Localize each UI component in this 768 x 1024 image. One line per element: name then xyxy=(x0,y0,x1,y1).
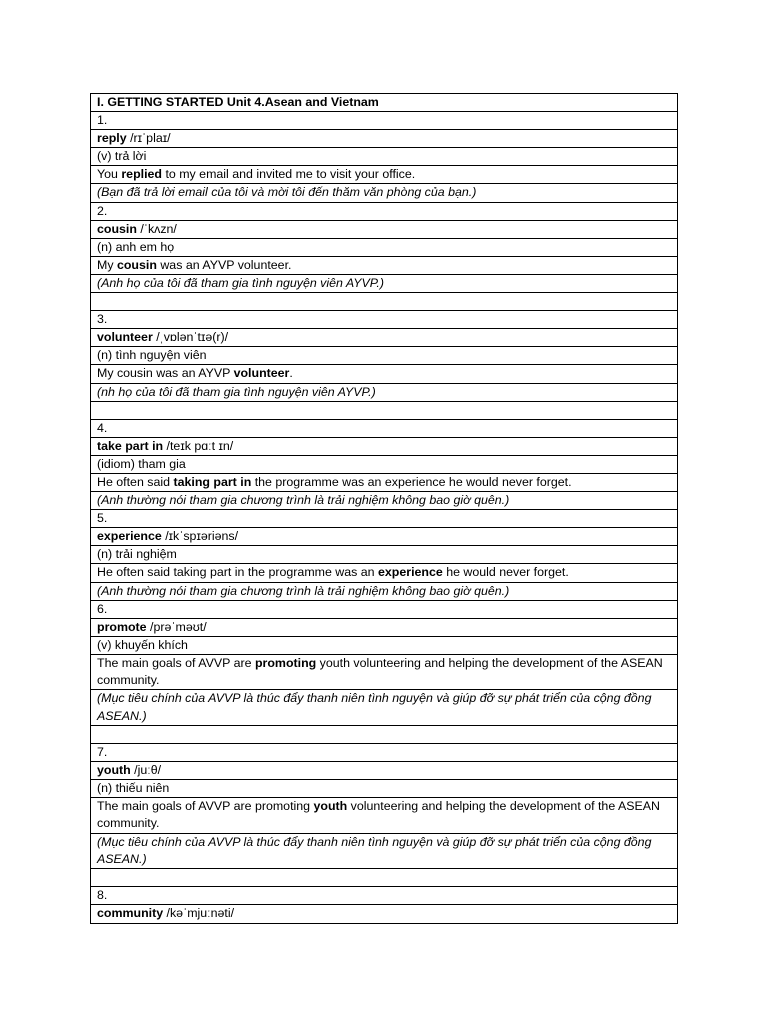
translation-cell xyxy=(91,833,678,869)
word-cell xyxy=(91,130,678,148)
text: (v) trả lời xyxy=(97,149,147,164)
table-row xyxy=(91,293,678,311)
text: The main goals of AVVP are promoting xyxy=(97,799,314,814)
table-row xyxy=(91,419,678,437)
text: 1. xyxy=(97,113,108,128)
text: (Anh thường nói tham gia chương trình là trải nghiệm không bao giờ quên.) xyxy=(97,583,510,598)
blank-cell xyxy=(91,401,678,419)
text: youth volunteering and helping the development of the ASEAN community. xyxy=(97,655,663,687)
meaning-cell xyxy=(91,546,678,564)
meaning-cell xyxy=(91,780,678,798)
text: My xyxy=(97,257,117,272)
text: /rɪˈplaɪ/ xyxy=(126,131,171,146)
bold-text: experience xyxy=(97,529,162,544)
text: /juːθ/ xyxy=(130,763,162,778)
table-row xyxy=(91,166,678,184)
text: (Mục tiêu chính của AVVP là thúc đẩy thanh niên tình nguyện và giúp đỡ sự phát triển của cộng đồng ASEAN.) xyxy=(97,834,652,866)
text: to my email and invited me to visit your office. xyxy=(162,167,416,182)
bold-text: replied xyxy=(121,167,162,182)
text: (v) khuyến khích xyxy=(97,637,188,652)
table-row xyxy=(91,762,678,780)
text: . xyxy=(289,366,293,381)
blank-cell xyxy=(91,725,678,743)
text: (nh họ của tôi đã tham gia tình nguyện viên AYVP.) xyxy=(97,384,376,399)
word-cell xyxy=(91,329,678,347)
translation-cell xyxy=(91,184,678,202)
text: /ɪkˈspɪəriəns/ xyxy=(161,529,239,544)
table-row xyxy=(91,654,678,690)
table-row xyxy=(91,365,678,383)
table-row xyxy=(91,798,678,834)
table-row xyxy=(91,148,678,166)
number-cell xyxy=(91,600,678,618)
table-row xyxy=(91,905,678,923)
text: (n) thiếu niên xyxy=(97,781,170,796)
number-cell xyxy=(91,202,678,220)
text: (n) anh em họ xyxy=(97,239,175,254)
text: 6. xyxy=(97,601,108,616)
text: he would never forget. xyxy=(442,565,569,580)
example-cell xyxy=(91,798,678,834)
text: volunteering and helping the development of the ASEAN community. xyxy=(97,799,660,831)
blank-cell xyxy=(91,293,678,311)
table-row xyxy=(91,780,678,798)
example-cell xyxy=(91,564,678,582)
number-cell xyxy=(91,887,678,905)
example-cell xyxy=(91,654,678,690)
bold-text: youth xyxy=(313,799,348,814)
translation-cell xyxy=(91,383,678,401)
text: /ˌvɒlənˈtɪə(r)/ xyxy=(152,330,229,345)
text: 5. xyxy=(97,511,108,526)
text: the programme was an experience he would never forget. xyxy=(251,474,572,489)
bold-text: volunteer xyxy=(97,330,153,345)
meaning-cell xyxy=(91,455,678,473)
bold-text: experience xyxy=(378,565,443,580)
example-cell xyxy=(91,256,678,274)
translation-cell xyxy=(91,582,678,600)
table-row xyxy=(91,184,678,202)
word-cell xyxy=(91,905,678,923)
text: The main goals of AVVP are xyxy=(97,655,255,670)
text: (Anh họ của tôi đã tham gia tình nguyện viên AYVP.) xyxy=(97,275,385,290)
table-row xyxy=(91,564,678,582)
table-row xyxy=(91,510,678,528)
number-cell xyxy=(91,744,678,762)
text: (Anh thường nói tham gia chương trình là trải nghiệm không bao giờ quên.) xyxy=(97,493,510,508)
table-row xyxy=(91,437,678,455)
bold-text: I. GETTING STARTED Unit 4.Asean and Vietnam xyxy=(97,95,379,109)
table-row xyxy=(91,455,678,473)
translation-cell xyxy=(91,492,678,510)
text: (n) trải nghiệm xyxy=(97,547,177,562)
word-cell xyxy=(91,618,678,636)
text: (Mục tiêu chính của AVVP là thúc đẩy thanh niên tình nguyện và giúp đỡ sự phát triển của cộng đồng ASEAN.) xyxy=(97,691,652,723)
table-row xyxy=(91,383,678,401)
text: He often said taking part in the programme was an xyxy=(97,565,379,580)
text: /prəˈməʊt/ xyxy=(146,619,207,634)
table-row xyxy=(91,546,678,564)
table-row xyxy=(91,636,678,654)
bold-text: community xyxy=(97,906,164,921)
bold-text: taking part in xyxy=(173,474,252,489)
text: 2. xyxy=(97,203,108,218)
table-row xyxy=(91,238,678,256)
text: /ˈkʌzn/ xyxy=(136,221,177,236)
example-cell xyxy=(91,473,678,491)
table-row xyxy=(91,492,678,510)
table-row xyxy=(91,744,678,762)
bold-text: reply xyxy=(97,131,127,146)
table-row xyxy=(91,473,678,491)
table-row xyxy=(91,256,678,274)
meaning-cell xyxy=(91,636,678,654)
table-row xyxy=(91,528,678,546)
bold-text: take part in xyxy=(97,438,164,453)
text: 7. xyxy=(97,745,108,759)
table-row xyxy=(91,329,678,347)
translation-cell xyxy=(91,274,678,292)
text: 3. xyxy=(97,312,108,327)
number-cell xyxy=(91,112,678,130)
text: (Bạn đã trả lời email của tôi và mời tôi đến thăm văn phòng của bạn.) xyxy=(97,185,477,200)
word-cell xyxy=(91,528,678,546)
meaning-cell xyxy=(91,148,678,166)
table-row xyxy=(91,582,678,600)
text: You xyxy=(97,167,122,182)
table-row xyxy=(91,94,678,112)
table-row xyxy=(91,887,678,905)
vocabulary-table xyxy=(90,93,678,924)
table-row xyxy=(91,401,678,419)
example-cell xyxy=(91,166,678,184)
table-row xyxy=(91,600,678,618)
table-row xyxy=(91,690,678,726)
table-row xyxy=(91,618,678,636)
meaning-cell xyxy=(91,347,678,365)
bold-text: promoting xyxy=(254,655,317,670)
text: (n) tình nguyện viên xyxy=(97,348,207,363)
text: 4. xyxy=(97,420,108,435)
table-row xyxy=(91,311,678,329)
word-cell xyxy=(91,220,678,238)
table-row xyxy=(91,220,678,238)
text: He often said xyxy=(97,474,174,489)
bold-text: youth xyxy=(97,763,131,778)
bold-text: volunteer xyxy=(233,366,290,381)
bold-text: promote xyxy=(97,619,147,634)
text: 8. xyxy=(97,888,108,903)
meaning-cell xyxy=(91,238,678,256)
translation-cell xyxy=(91,690,678,726)
bold-text: cousin xyxy=(97,221,137,236)
blank-cell xyxy=(91,869,678,887)
table-row xyxy=(91,202,678,220)
header-cell xyxy=(91,94,678,112)
table-row xyxy=(91,833,678,869)
example-cell xyxy=(91,365,678,383)
table-row xyxy=(91,869,678,887)
vocabulary-table-body xyxy=(91,94,678,924)
text: was an AYVP volunteer. xyxy=(156,257,292,272)
table-row xyxy=(91,725,678,743)
number-cell xyxy=(91,419,678,437)
text: My cousin was an AYVP xyxy=(97,366,234,381)
number-cell xyxy=(91,510,678,528)
word-cell xyxy=(91,437,678,455)
word-cell xyxy=(91,762,678,780)
table-row xyxy=(91,130,678,148)
text: /kəˈmjuːnəti/ xyxy=(163,906,235,921)
table-row xyxy=(91,274,678,292)
table-row xyxy=(91,347,678,365)
bold-text: cousin xyxy=(116,257,157,272)
table-row xyxy=(91,112,678,130)
number-cell xyxy=(91,311,678,329)
text: (idiom) tham gia xyxy=(97,456,186,471)
text: /teɪk pɑːt ɪn/ xyxy=(163,438,234,453)
